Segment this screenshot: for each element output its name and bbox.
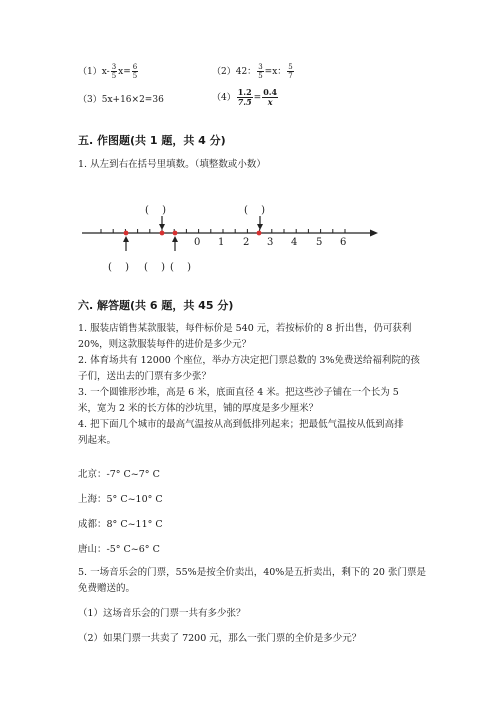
tick-label: 6	[340, 237, 347, 248]
question-text: 免费赠送的。	[78, 583, 136, 594]
question-text: 4. 把下面几个城市的最高气温按从高到低排列起来；把最低气温按从低到高排	[78, 419, 404, 430]
arrow-up-icon	[123, 236, 129, 242]
question-text: 20%，则这款服装每件的进价是多少元？	[78, 339, 252, 350]
city-temperature: 上海：5° C~10° C	[78, 494, 163, 505]
equation-label: （2）	[212, 67, 236, 77]
equation-text: =	[253, 93, 262, 103]
equation-label: （3）	[78, 95, 102, 105]
equation-4	[212, 88, 279, 107]
answer-blank[interactable]: ( )	[244, 205, 265, 216]
answer-blank[interactable]: ( )	[145, 205, 166, 216]
question-text: 3. 一个圆锥形沙堆，高是 6 米，底面直径 4 米。把这些沙子铺在一个长为 5	[78, 387, 399, 398]
denominator: 7	[288, 72, 293, 80]
city-temperature: 北京：-7° C~7° C	[78, 469, 160, 480]
numerator: 3	[258, 63, 263, 71]
point-marker	[173, 231, 178, 236]
city-temperature: 成都：8° C~11° C	[78, 519, 163, 530]
numerator: 1.2	[237, 87, 252, 97]
denominator: 7.5	[237, 97, 252, 107]
denominator: 5	[132, 72, 138, 80]
tick-label: 4	[291, 237, 298, 248]
fraction	[257, 63, 263, 80]
fraction	[287, 63, 293, 80]
denominator: 5	[258, 72, 263, 80]
numerator: 0.4	[263, 87, 278, 97]
arrow-right-icon	[370, 230, 378, 237]
equation-label: （4）	[212, 93, 236, 103]
fraction	[111, 63, 117, 80]
answer-blank[interactable]: ( )	[144, 262, 165, 273]
tick-label: 3	[267, 237, 274, 248]
section-title: 五. 作图题(共 1 题，共 4 分)	[78, 134, 226, 147]
equation-2	[212, 63, 295, 80]
fraction	[262, 88, 278, 107]
question-text: 1. 服装店销售某款服装，每件标价是 540 元，若按标价的 8 折出售，仍可获利	[78, 323, 412, 334]
fraction	[237, 88, 253, 107]
point-marker	[124, 231, 129, 236]
point-marker	[257, 231, 262, 236]
sub-question: （2）如果门票一共卖了 7200 元，那么一张门票的全价是多少元？	[78, 633, 362, 644]
point-marker	[160, 231, 165, 236]
question-text: 1. 从左到右在括号里填数。（填整数或小数）	[78, 159, 266, 170]
question-text: 5. 一场音乐会的门票，55%是按全价卖出，40%是五折卖出，剩下的 20 张门票是	[78, 567, 426, 578]
question-text: 米，宽为 2 米的长方体的沙坑里，铺的厚度是多少厘米？	[78, 403, 319, 414]
arrow-down-icon	[159, 224, 165, 230]
question-text: 子们，送出去的门票有多少张？	[78, 371, 212, 382]
question-text: 2. 体育场共有 12000 个座位，举办方决定把门票总数的 3%免费送给福利院的孩	[78, 355, 420, 366]
equation-text: 5x+16×2=36	[101, 95, 164, 105]
answer-blank[interactable]: ( )	[170, 262, 191, 273]
equation-text: x=	[118, 67, 131, 77]
numerator: 3	[111, 63, 117, 71]
equation-label: （1）	[78, 67, 102, 77]
denominator: x	[267, 97, 273, 107]
equation-text: =x：	[264, 67, 287, 77]
tick-label: 2	[243, 237, 250, 248]
city-temperature: 唐山：-5° C~6° C	[78, 544, 160, 555]
numerator: 6	[132, 63, 138, 71]
equation-text: x-	[101, 67, 110, 77]
question-text: 列起来。	[78, 435, 117, 446]
denominator: 5	[111, 72, 117, 80]
numerator: 5	[288, 63, 293, 71]
tick-marks	[101, 229, 345, 233]
tick-label: 0	[194, 237, 201, 248]
equation-text: 42：	[235, 67, 257, 77]
tick-label: 1	[218, 237, 225, 248]
answer-blank[interactable]: ( )	[108, 262, 129, 273]
tick-label: 5	[316, 237, 323, 248]
equation-3	[78, 92, 164, 105]
arrow-down-icon	[257, 224, 263, 230]
arrow-up-icon	[172, 236, 178, 242]
section-title: 六. 解答题(共 6 题，共 45 分)	[78, 299, 234, 312]
equation-1	[78, 63, 139, 80]
fraction	[132, 63, 138, 80]
sub-question: （1）这场音乐会的门票一共有多少张？	[78, 608, 246, 619]
